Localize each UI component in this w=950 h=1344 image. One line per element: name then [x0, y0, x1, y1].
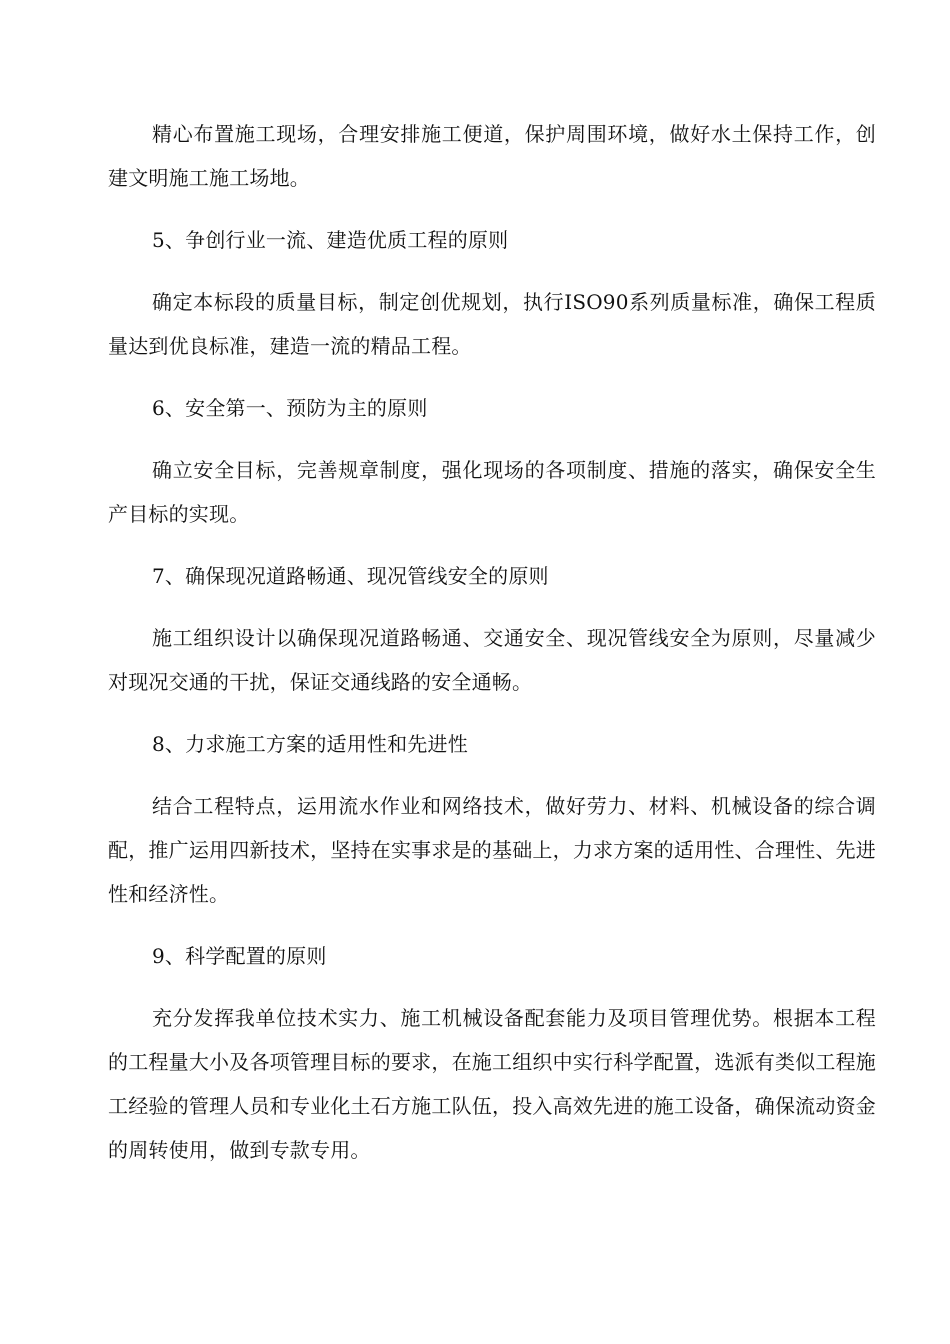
heading-principle-8: 8、力求施工方案的适用性和先进性	[152, 732, 468, 756]
paragraph-traffic-safety: 施工组织设计以确保现况道路畅通、交通安全、现况管线安全为原则，尽量减少对现况交通的干扰，保证交通线路的安全通畅。	[108, 626, 876, 694]
paragraph-scientific-allocation: 充分发挥我单位技术实力、施工机械设备配套能力及项目管理优势。根据本工程的工程量大小及各项管理目标的要求，在施工组织中实行科学配置，选派有类似工程施工经验的管理人员和专业化土石方施工队伍，投入高效先进的施工设备，确保流动资金的周转使用，做到专款专用。	[108, 1006, 876, 1162]
paragraph-safety-target: 确立安全目标，完善规章制度，强化现场的各项制度、措施的落实，确保安全生产目标的实现。	[108, 458, 876, 526]
heading-principle-5: 5、争创行业一流、建造优质工程的原则	[152, 228, 509, 252]
heading-principle-6: 6、安全第一、预防为主的原则	[152, 396, 428, 420]
paragraph-scheme-applicability: 结合工程特点，运用流水作业和网络技术，做好劳力、材料、机械设备的综合调配，推广运用四新技术，坚持在实事求是的基础上，力求方案的适用性、合理性、先进性和经济性。	[108, 794, 876, 906]
heading-principle-7: 7、确保现况道路畅通、现况管线安全的原则	[152, 564, 549, 588]
document-page	[108, 112, 876, 1190]
heading-principle-9: 9、科学配置的原则	[152, 944, 327, 968]
paragraph-quality-target: 确定本标段的质量目标，制定创优规划，执行ISO90系列质量标准，确保工程质量达到优良标准，建造一流的精品工程。	[108, 290, 876, 358]
paragraph-site-layout: 精心布置施工现场，合理安排施工便道，保护周围环境，做好水土保持工作，创建文明施工施工场地。	[108, 122, 876, 190]
